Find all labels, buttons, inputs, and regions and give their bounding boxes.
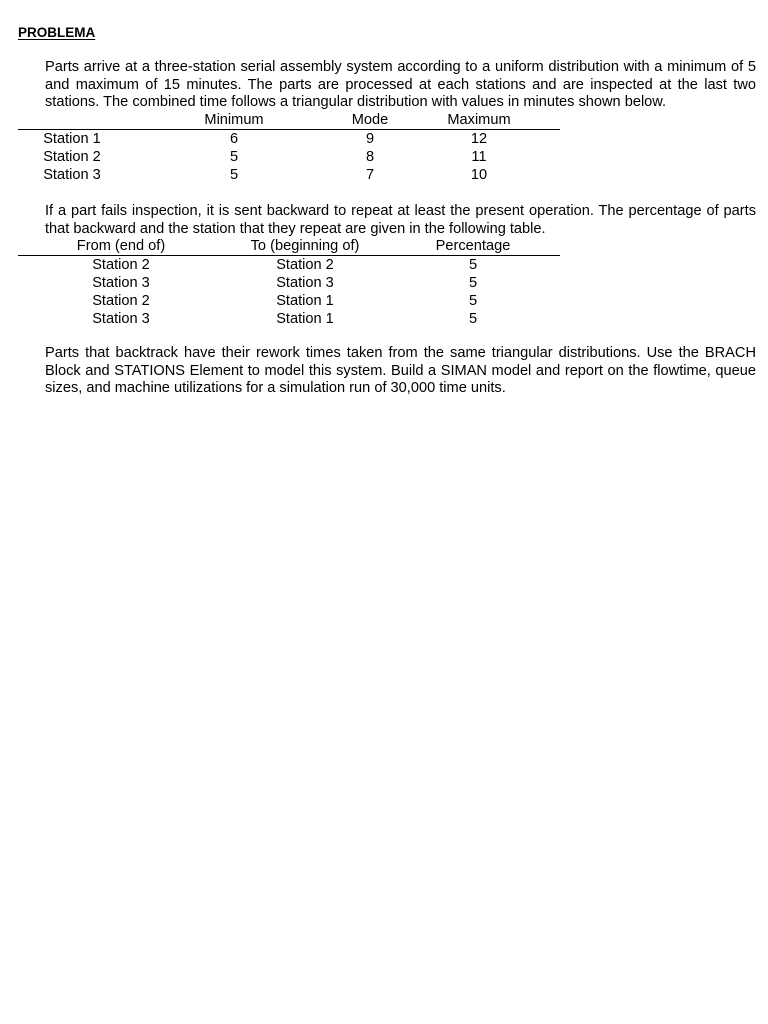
problem-heading: PROBLEMA [18, 25, 96, 40]
from-station-cell: Station 3 [92, 275, 150, 291]
table-row [18, 292, 560, 310]
maximum-cell: 11 [471, 149, 487, 165]
from-station-cell: Station 3 [92, 311, 150, 327]
rework-routing-table [18, 237, 560, 328]
inspection-paragraph: If a part fails inspection, it is sent backward to repeat at least the present operation. The percentage of parts that backward and the station that they repeat are given in the following table. [45, 203, 756, 237]
percentage-cell: 5 [468, 275, 478, 291]
rework-header-from: From (end of) [18, 237, 224, 256]
station-time-header-minimum: Minimum [126, 111, 342, 130]
to-station-cell: Station 2 [276, 257, 334, 273]
from-station-cell: Station 2 [92, 293, 150, 309]
station-time-header-maximum: Maximum [398, 111, 560, 130]
table-row [18, 148, 560, 166]
mode-cell: 9 [365, 131, 375, 147]
table-row [18, 166, 560, 184]
rework-header-row [18, 237, 560, 256]
to-station-cell: Station 1 [276, 311, 334, 327]
maximum-cell: 12 [470, 131, 488, 147]
rework-header-to: To (beginning of) [224, 237, 386, 256]
percentage-cell: 5 [468, 257, 478, 273]
from-station-cell: Station 2 [92, 257, 150, 273]
mode-cell: 8 [365, 149, 375, 165]
station-time-table [18, 111, 560, 184]
table-row [18, 310, 560, 328]
station-time-header-row [18, 111, 560, 130]
table-row [18, 274, 560, 292]
percentage-cell: 5 [468, 311, 478, 327]
station-name-cell: Station 1 [43, 131, 101, 147]
percentage-cell: 5 [468, 293, 478, 309]
closing-paragraph: Parts that backtrack have their rework times taken from the same triangular distributions. Use the BRACH Block and STATIONS Element to model this system. Build a SIMAN model and report on the flowtime, queue sizes, and machine utilizations for a simulation run of 30,000 time units. [45, 345, 756, 397]
table-row [18, 130, 560, 149]
to-station-cell: Station 1 [276, 293, 334, 309]
intro-paragraph: Parts arrive at a three-station serial assembly system according to a uniform distribution with a minimum of 5 and maximum of 15 minutes. The parts are processed at each stations and are inspected at the last two stations. The combined time follows a triangular distribution with values in minutes shown below. [45, 59, 756, 111]
station-name-cell: Station 2 [43, 149, 101, 165]
minimum-cell: 5 [229, 149, 239, 165]
minimum-cell: 5 [229, 167, 239, 183]
maximum-cell: 10 [470, 167, 488, 183]
minimum-cell: 6 [229, 131, 239, 147]
table-row [18, 256, 560, 275]
to-station-cell: Station 3 [276, 275, 334, 291]
rework-header-percentage: Percentage [386, 237, 560, 256]
station-name-cell: Station 3 [43, 167, 101, 183]
station-time-header-mode: Mode [342, 111, 398, 130]
mode-cell: 7 [365, 167, 375, 183]
station-time-header-blank [18, 111, 126, 130]
